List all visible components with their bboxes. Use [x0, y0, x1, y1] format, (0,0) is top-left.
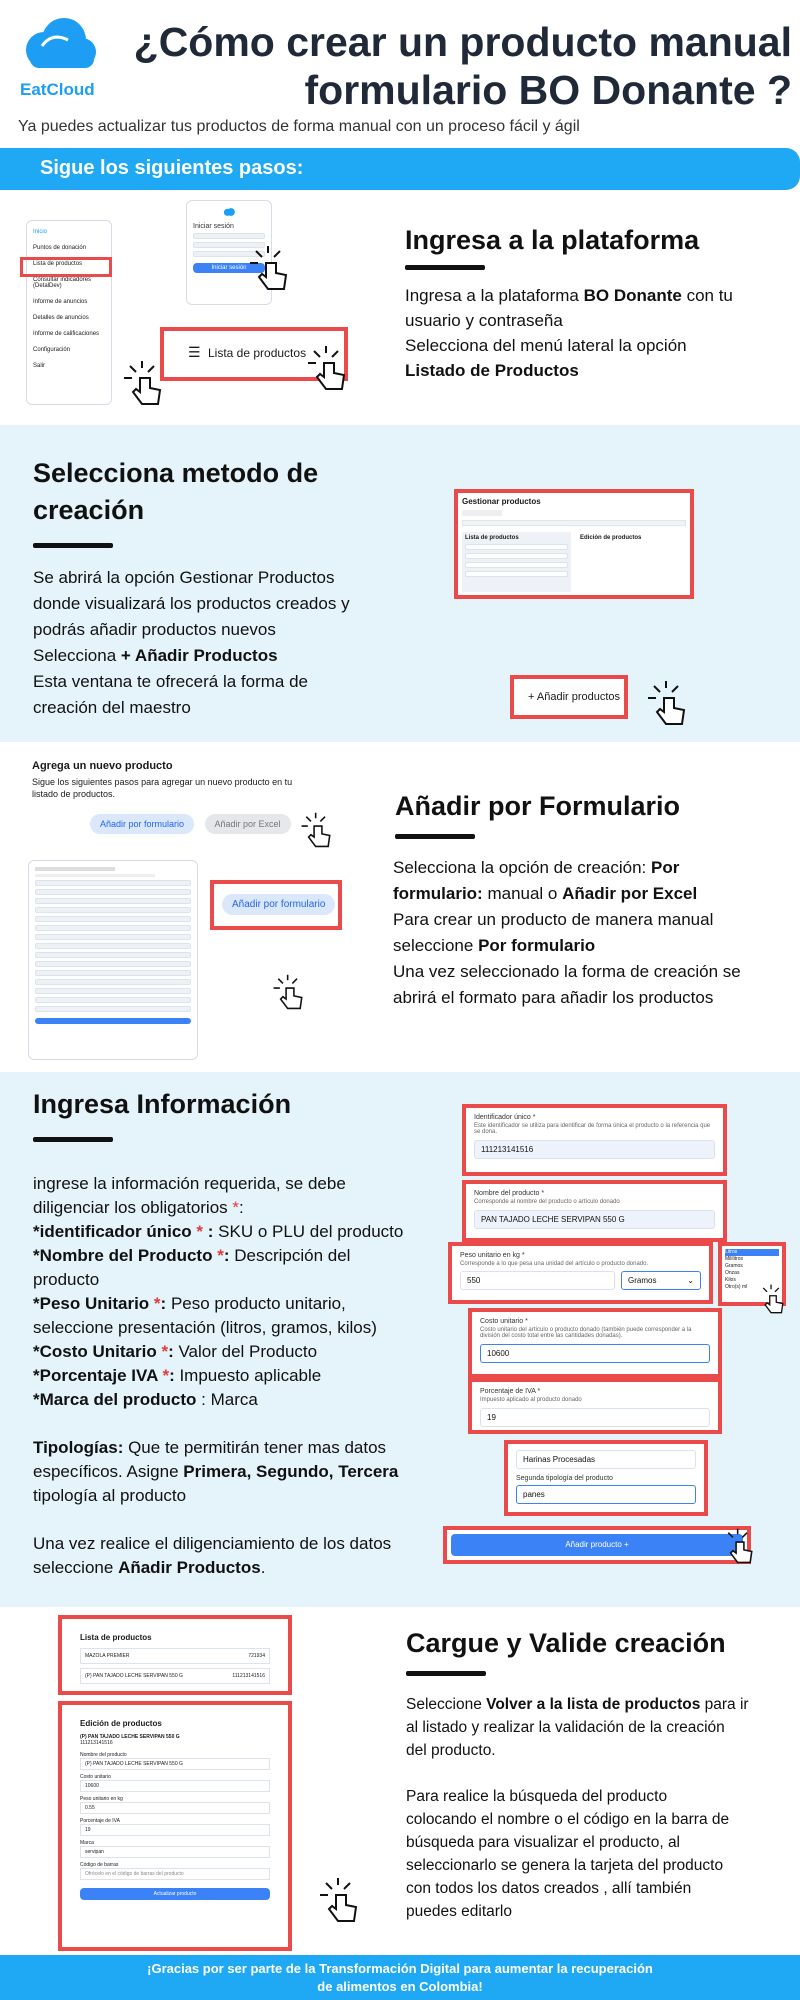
cost-input[interactable]: 10600	[480, 1344, 710, 1363]
step-5-text: Seleccione Volver a la lista de productos para ir al listado y realizar la validación de la creación del producto. Para realice la búsqueda del producto colocando el nombre o el código en la barra de búsqueda para visualizar el producto, al seleccionarlo se genera la tarjeta del producto con todos los datos creados , allí también puedes editarlo	[406, 1696, 749, 1920]
name-input[interactable]: PAN TAJADO LECHE SERVIPAN 550 G	[474, 1210, 715, 1229]
weight-input[interactable]: 550	[460, 1271, 615, 1290]
typology-2-input[interactable]: panes	[516, 1485, 696, 1504]
iva-input[interactable]: 19	[480, 1408, 710, 1427]
menu-item-1: Puntos de donación	[33, 245, 87, 251]
mini-cloud-icon	[222, 207, 236, 217]
pointer-hand-icon	[300, 812, 336, 848]
anadir-productos-label: + Añadir productos	[528, 691, 621, 703]
id-input[interactable]: 111213141516	[474, 1140, 715, 1159]
step-1-title: Ingresa a la plataforma	[405, 225, 700, 255]
cost-field-callout: Costo unitario * Costo unitario del artículo o producto donado (también puede corresponder a la división del costo total entre las cantidades donadas). 10600	[468, 1308, 722, 1378]
menu-item-7: Configuración	[33, 347, 71, 353]
list-title: Lista de productos	[80, 1633, 152, 1642]
step-4-section	[0, 1072, 800, 1607]
edit-title: Edición de productos	[80, 1719, 162, 1728]
step-2-section	[0, 425, 800, 742]
page-subtitle: Ya puedes actualizar tus productos de forma manual con un proceso fácil y ágil	[18, 118, 580, 135]
id-field-callout: Identificador único * Este identificador se utiliza para identificar de forma única el producto o la referencia que se dona. 111213141516	[462, 1104, 727, 1176]
menu-item-4: Informe de anuncios	[33, 299, 88, 305]
steps-banner	[0, 148, 800, 190]
gestionar-productos-mock	[454, 489, 694, 599]
option-excel[interactable]: Añadir por Excel	[205, 814, 291, 834]
form-preview-mock	[28, 860, 198, 1060]
login-button: Iniciar sesión	[193, 263, 265, 273]
callout-label: Lista de productos	[208, 346, 307, 360]
menu-item-2: Lista de productos	[33, 261, 83, 267]
pointer-hand-icon	[306, 345, 352, 391]
list-icon: ☰	[188, 344, 201, 360]
option-form[interactable]: Añadir por formulario	[90, 814, 194, 834]
mock-title: Gestionar productos	[462, 497, 541, 506]
list-row[interactable]: MAZOLA PREMIER 721934	[80, 1648, 270, 1664]
title-line-2: formulario BO Donante ?	[304, 67, 792, 113]
list-row[interactable]: (P) PAN TAJADO LECHE SERVIPAN 550 G 111213141516	[80, 1668, 270, 1684]
submit-callout	[443, 1526, 751, 1564]
pointer-hand-icon	[758, 1284, 788, 1314]
menu-item-6: Informe de calificaciones	[33, 331, 100, 337]
pointer-hand-icon	[318, 1877, 364, 1923]
menu-item-8: Salir	[33, 363, 46, 369]
callout-form-label: Añadir por formulario	[222, 894, 335, 915]
pointer-hand-icon	[722, 1528, 758, 1564]
step-5-section	[0, 1607, 800, 1955]
add-product-button[interactable]: Añadir producto +	[451, 1534, 743, 1556]
login-title: Iniciar sesión	[193, 223, 234, 230]
menu-highlight-box	[20, 257, 112, 277]
typology-1-input[interactable]: Harinas Procesadas	[516, 1450, 696, 1469]
brand-name: EatCloud	[20, 80, 95, 99]
pointer-hand-icon	[122, 360, 168, 406]
product-list-mock	[58, 1615, 292, 1695]
unit-select[interactable]: Gramos ⌄	[621, 1271, 701, 1290]
footer-line-2: de alimentos en Colombia!	[317, 1979, 483, 1994]
footer-banner	[0, 1955, 800, 2000]
update-product-button[interactable]: Actualizar producto	[80, 1888, 270, 1900]
anadir-productos-callout[interactable]	[510, 675, 628, 719]
pointer-hand-icon	[272, 974, 308, 1010]
menu-item-5: Detalles de anuncios	[33, 315, 89, 321]
page-title	[112, 18, 792, 114]
step-2-text: Se abrirá la opción Gestionar Productos donde visualizará los productos creados y podrás añadir productos nuevos Selecciona + Añadir Productos Esta ventana te ofrecerá la forma de creación del maestro	[33, 568, 350, 717]
step-1-section	[0, 195, 800, 425]
step-4-title: Ingresa Información	[33, 1089, 292, 1119]
title-line-1: ¿Cómo crear un producto manual	[133, 19, 792, 65]
step-3-title: Añadir por Formulario	[395, 791, 681, 821]
mock-list-title: Lista de productos	[465, 535, 519, 541]
name-field-callout: Nombre del producto * Corresponde al nombre del producto o artículo donado PAN TAJADO LECHE SERVIPAN 550 G	[462, 1180, 727, 1242]
anadir-formulario-callout[interactable]	[210, 880, 342, 930]
step-3-text: Selecciona la opción de creación: Por formulario: manual o Añadir por Excel Para crear un producto de manera manual seleccione Por formulario Una vez seleccionado la forma de creación se abrirá el formato para añadir los productos	[393, 858, 741, 1007]
step-3-section	[0, 742, 800, 1072]
steps-banner-text: Sigue los siguientes pasos:	[40, 157, 304, 179]
product-edit-mock: Edición de productos (P) PAN TAJADO LECHE SERVIPAN 550 G 111213141516 Nombre del producto (P) PAN TAJADO LECHE SERVIPAN 550 G Costo unitario 10600 Peso unitario en kg 0.55 Porcentaje de IVA 19 Marca servipan Código de barras Ofrécelo en el código de barras del producto Actualizar producto	[58, 1701, 292, 1951]
chevron-down-icon: ⌄	[687, 1276, 694, 1285]
step-1-text: Ingresa a la plataforma BO Donante con tu usuario y contraseña Selecciona del menú lateral la opción Listado de Productos	[405, 286, 733, 380]
new-product-subtitle: Sigue los siguientes pasos para agregar un nuevo producto en tu listado de productos.	[32, 777, 293, 799]
menu-item-0: Inicio	[33, 229, 48, 235]
step-5-title: Cargue y Valide creación	[406, 1628, 726, 1658]
eatcloud-logo-icon	[20, 16, 98, 72]
pointer-hand-icon	[248, 245, 294, 291]
pointer-hand-icon	[646, 680, 692, 726]
mock-edit-title: Edición de productos	[580, 535, 642, 541]
new-product-title: Agrega un nuevo producto	[32, 760, 173, 772]
step-4-text: ingrese la información requerida, se debe diligenciar los obligatorios *: *identificador único * : SKU o PLU del producto *Nombre del Producto *: Descripción del producto *Peso Unitario *: Peso producto unitario, seleccione presentación (litros, gramos, kilos) *Costo Unitario *: Valor del Producto *Porcentaje IVA *: Impuesto aplicable *Marca del producto : Marca Tipologías: Que te permitirán tener mas datos específicos. Asigne Primera, Segundo, Tercera tipología al producto Una vez realice el diligenciamiento de los datos seleccione Añadir Productos.	[33, 1174, 404, 1577]
menu-item-3: Consultar indicadores (DetalDev)	[33, 277, 92, 289]
typology-callout: Harinas Procesadas Segunda tipología del producto panes	[504, 1440, 708, 1516]
weight-field-callout: Peso unitario en kg * Corresponde a lo que pesa una unidad del artículo o producto donado. 550 Gramos ⌄	[448, 1242, 713, 1304]
iva-field-callout: Porcentaje de IVA * Impuesto aplicado al producto donado 19	[468, 1378, 722, 1434]
footer-line-1: ¡Gracias por ser parte de la Transformación Digital para aumentar la recuperación	[147, 1961, 653, 1976]
sidebar-mock	[26, 220, 112, 405]
step-2-title: Selecciona metodo de creación	[33, 458, 319, 525]
new-product-mock	[32, 760, 312, 834]
unit-dropdown-callout: Litros Mililitros Gramos Onzas Kilos Otro(s) ml	[718, 1242, 786, 1306]
